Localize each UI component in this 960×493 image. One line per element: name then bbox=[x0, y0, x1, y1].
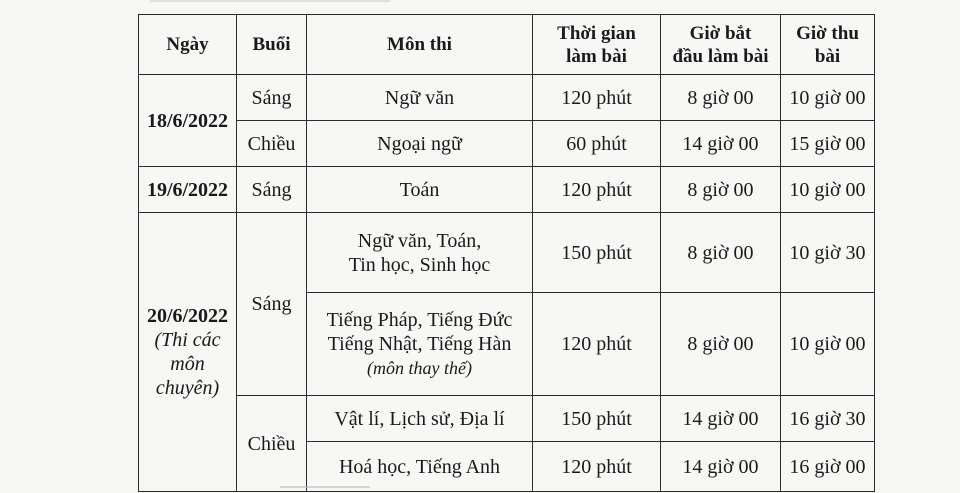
subject-cell: Ngữ văn bbox=[307, 75, 533, 121]
session-cell: Chiều bbox=[237, 396, 307, 492]
end-cell: 16 giờ 00 bbox=[781, 442, 875, 492]
header-subject: Môn thi bbox=[307, 15, 533, 75]
header-end-line1: Giờ thu bbox=[796, 22, 859, 44]
start-cell: 8 giờ 00 bbox=[661, 293, 781, 396]
table-row bbox=[139, 75, 875, 121]
subject-cell: Hoá học, Tiếng Anh bbox=[307, 442, 533, 492]
top-rule-fragment bbox=[150, 0, 390, 6]
subject-cell: Toán bbox=[307, 167, 533, 213]
end-cell: 10 giờ 00 bbox=[781, 293, 875, 396]
table-header-row bbox=[139, 15, 875, 75]
end-cell: 15 giờ 00 bbox=[781, 121, 875, 167]
duration-cell: 120 phút bbox=[533, 75, 661, 121]
session-cell: Sáng bbox=[237, 167, 307, 213]
header-session: Buổi bbox=[237, 15, 307, 75]
end-cell: 10 giờ 00 bbox=[781, 167, 875, 213]
bottom-rule-fragment bbox=[280, 486, 370, 490]
date-cell: 19/6/2022 bbox=[139, 167, 237, 213]
duration-cell: 150 phút bbox=[533, 396, 661, 442]
subject-cell bbox=[307, 213, 533, 293]
date-cell bbox=[139, 213, 237, 492]
duration-cell: 120 phút bbox=[533, 167, 661, 213]
subject-line1: Tiếng Pháp, Tiếng Đức bbox=[326, 309, 513, 331]
subject-line2: Tin học, Sinh học bbox=[348, 253, 491, 276]
subject-cell: Vật lí, Lịch sử, Địa lí bbox=[307, 396, 533, 442]
date-value: 20/6/2022 bbox=[146, 305, 229, 327]
end-cell: 16 giờ 30 bbox=[781, 396, 875, 442]
header-duration bbox=[533, 15, 661, 75]
exam-schedule-table bbox=[138, 14, 875, 492]
header-start bbox=[661, 15, 781, 75]
date-note-line2: môn bbox=[170, 353, 205, 375]
header-duration-line2: làm bài bbox=[566, 45, 627, 67]
duration-cell: 120 phút bbox=[533, 442, 661, 492]
table-row bbox=[139, 213, 875, 293]
header-end bbox=[781, 15, 875, 75]
duration-cell: 150 phút bbox=[533, 213, 661, 293]
header-start-line2: đầu làm bài bbox=[672, 45, 769, 67]
duration-cell: 60 phút bbox=[533, 121, 661, 167]
header-date: Ngày bbox=[139, 15, 237, 75]
start-cell: 8 giờ 00 bbox=[661, 167, 781, 213]
start-cell: 14 giờ 00 bbox=[661, 442, 781, 492]
date-note-line1: (Thi các bbox=[154, 329, 221, 351]
start-cell: 8 giờ 00 bbox=[661, 213, 781, 293]
subject-line2: Tiếng Nhật, Tiếng Hàn bbox=[327, 333, 512, 355]
end-cell: 10 giờ 00 bbox=[781, 75, 875, 121]
session-cell: Chiều bbox=[237, 121, 307, 167]
header-duration-line1: Thời gian bbox=[557, 22, 636, 44]
session-cell: Sáng bbox=[237, 213, 307, 396]
header-end-line2: bài bbox=[814, 45, 841, 67]
subject-cell: Ngoại ngữ bbox=[307, 121, 533, 167]
subject-note: (môn thay thế) bbox=[367, 358, 472, 378]
start-cell: 14 giờ 00 bbox=[661, 121, 781, 167]
header-start-line1: Giờ bắt bbox=[689, 22, 752, 44]
start-cell: 14 giờ 00 bbox=[661, 396, 781, 442]
duration-cell: 120 phút bbox=[533, 293, 661, 396]
subject-cell bbox=[307, 293, 533, 396]
date-cell: 18/6/2022 bbox=[139, 75, 237, 167]
start-cell: 8 giờ 00 bbox=[661, 75, 781, 121]
session-cell: Sáng bbox=[237, 75, 307, 121]
subject-line1: Ngữ văn, Toán, bbox=[357, 229, 482, 252]
end-cell: 10 giờ 30 bbox=[781, 213, 875, 293]
table-row bbox=[139, 167, 875, 213]
date-note-line3: chuyên) bbox=[155, 377, 220, 399]
table-row bbox=[139, 396, 875, 442]
table-row bbox=[139, 121, 875, 167]
